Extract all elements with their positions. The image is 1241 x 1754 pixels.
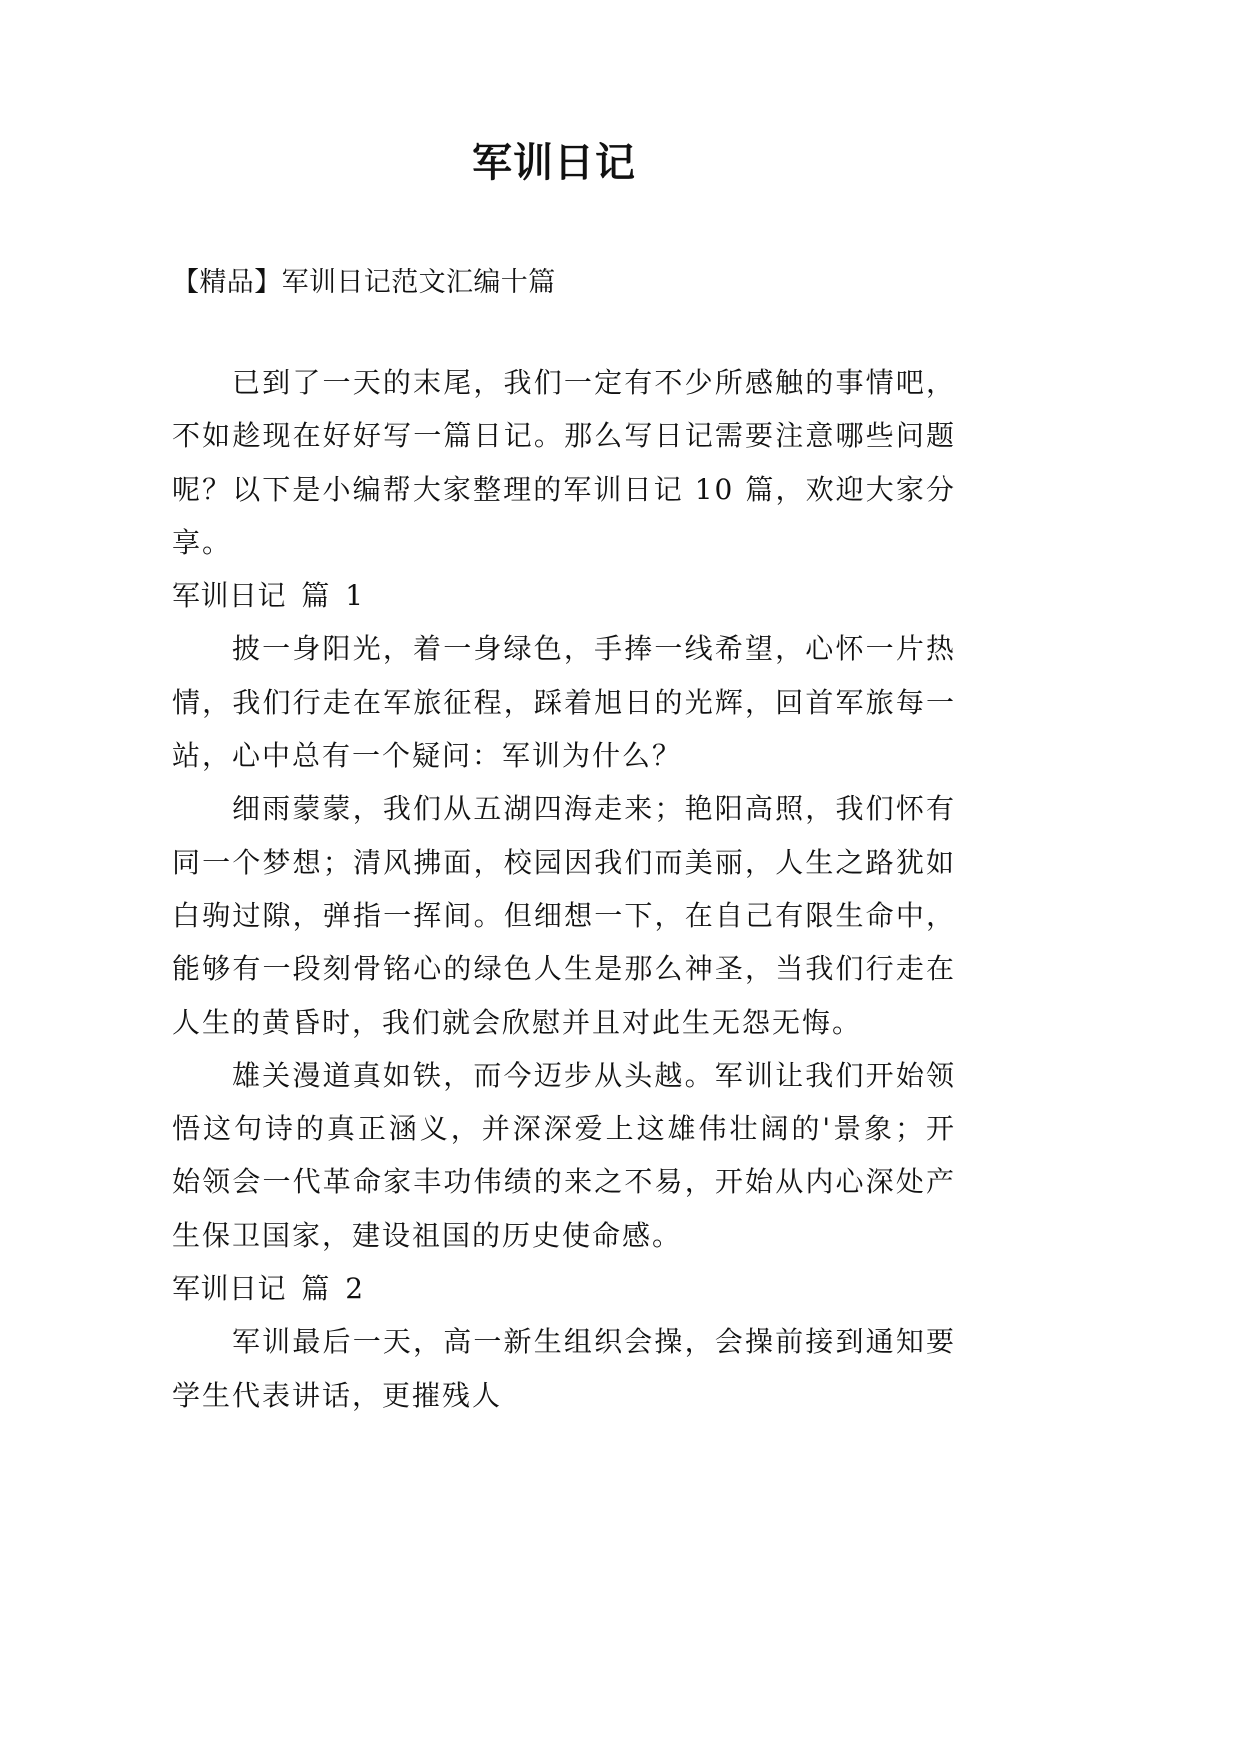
paragraph-line: 能够有一段刻骨铭心的绿色人生是那么神圣，当我们行走在 <box>172 952 956 986</box>
paragraph-line: 生保卫国家，建设祖国的历史使命感。 <box>172 1218 683 1252</box>
paragraph <box>172 622 956 782</box>
paragraph <box>172 782 956 1048</box>
paragraph-line: 悟这句诗的真正涵义，并深深爱上这雄伟壮阔的'景象；开 <box>172 1112 956 1146</box>
intro-paragraph <box>172 356 956 569</box>
paragraph-line: 不如趁现在好好写一篇日记。那么写日记需要注意哪些问题 <box>172 419 956 453</box>
paragraph-line: 已到了一天的末尾，我们一定有不少所感触的事情吧， <box>232 366 956 399</box>
paragraph-line: 站，心中总有一个疑问：军训为什么？ <box>172 739 683 773</box>
paragraph-line: 披一身阳光，着一身绿色，手捧一线希望，心怀一片热 <box>232 632 956 666</box>
paragraph-line: 呢？以下是小编帮大家整理的军训日记 10 篇，欢迎大家分 <box>172 472 956 506</box>
section-1 <box>172 569 956 1262</box>
paragraph-line: 学生代表讲话，更摧残人 <box>172 1378 503 1412</box>
section-heading: 军训日记 篇 2 <box>172 1272 364 1306</box>
section-2 <box>172 1262 956 1422</box>
document-title: 军训日记 <box>472 139 636 186</box>
document-subtitle: 【精品】军训日记范文汇编十篇 <box>172 267 556 298</box>
paragraph <box>172 1049 956 1262</box>
paragraph-line: 雄关漫道真如铁，而今迈步从头越。军训让我们开始领 <box>232 1058 956 1092</box>
paragraph-line: 同一个梦想；清风拂面，校园因我们而美丽，人生之路犹如 <box>172 845 956 879</box>
paragraph-line: 人生的黄昏时，我们就会欣慰并且对此生无怨无悔。 <box>172 1005 863 1039</box>
paragraph <box>172 1315 956 1422</box>
paragraph-line: 始领会一代革命家丰功伟绩的来之不易，开始从内心深处产 <box>172 1165 956 1199</box>
paragraph-line: 白驹过隙，弹指一挥间。但细想一下，在自己有限生命中， <box>172 898 956 932</box>
document-body <box>172 356 956 1422</box>
paragraph-line: 享。 <box>172 525 233 559</box>
paragraph-line: 军训最后一天，高一新生组织会操，会操前接到通知要 <box>232 1325 956 1359</box>
paragraph-line: 情，我们行走在军旅征程，踩着旭日的光辉，回首军旅每一 <box>172 685 956 719</box>
section-heading: 军训日记 篇 1 <box>172 579 364 613</box>
paragraph-line: 细雨蒙蒙，我们从五湖四海走来；艳阳高照，我们怀有 <box>232 792 956 826</box>
